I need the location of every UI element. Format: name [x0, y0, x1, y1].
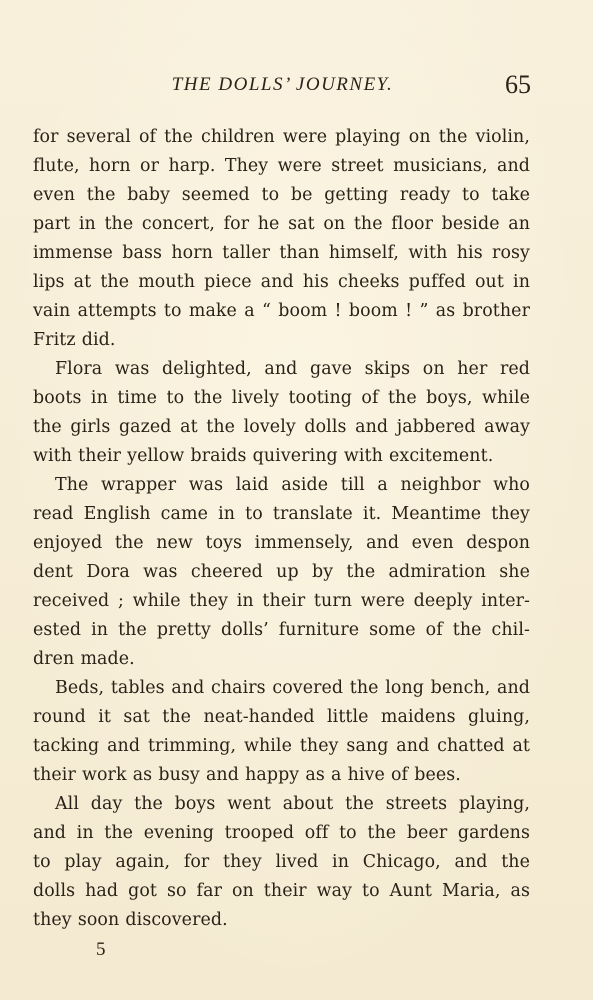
- text-line: flute, horn or harp. They were street musicians, and: [33, 156, 530, 176]
- paragraph-4: [33, 674, 530, 790]
- text-line: received ; while they in their turn were deeply inter-: [33, 591, 530, 611]
- text-line: dren made.: [33, 649, 135, 669]
- paragraph-1: [33, 123, 530, 355]
- text-line: Fritz did.: [33, 330, 116, 350]
- text-line: the girls gazed at the lovely dolls and jabbered away: [33, 417, 530, 437]
- text-line: Flora was delighted, and gave skips on her red: [55, 359, 530, 379]
- body-text: [33, 123, 530, 935]
- text-line: ested in the pretty dolls’ furniture some of the chil-: [33, 620, 530, 640]
- running-title: THE DOLLS’ JOURNEY.: [171, 74, 394, 95]
- text-line: to play again, for they lived in Chicago, and the: [33, 852, 530, 872]
- page-number: 65: [505, 70, 531, 99]
- paragraph-2: [33, 355, 530, 471]
- text-line: tacking and trimming, while they sang and chatted at: [33, 736, 530, 756]
- text-line: their work as busy and happy as a hive of bees.: [33, 765, 461, 785]
- text-line: they soon discovered.: [33, 910, 228, 930]
- page-header: [30, 70, 535, 106]
- text-line: lips at the mouth piece and his cheeks puffed out in: [33, 272, 530, 292]
- paragraph-5: [33, 790, 530, 935]
- text-line: enjoyed the new toys immensely, and even despon: [33, 533, 530, 553]
- text-line: All day the boys went about the streets playing,: [55, 794, 530, 814]
- text-line: dent Dora was cheered up by the admiration she: [33, 562, 530, 582]
- text-line: boots in time to the lively tooting of the boys, while: [33, 388, 530, 408]
- text-line: Beds, tables and chairs covered the long bench, and: [55, 678, 530, 698]
- paragraph-3: [33, 471, 530, 674]
- text-line: read English came in to translate it. Meantime they: [33, 504, 530, 524]
- text-line: part in the concert, for he sat on the floor beside an: [33, 214, 530, 234]
- text-line: dolls had got so far on their way to Aunt Maria, as: [33, 881, 530, 901]
- text-line: vain attempts to make a “ boom ! boom ! ” as brother: [33, 301, 530, 321]
- text-line: immense bass horn taller than himself, with his rosy: [33, 243, 530, 263]
- text-line: with their yellow braids quivering with excitement.: [33, 446, 494, 466]
- text-line: and in the evening trooped off to the beer gardens: [33, 823, 530, 843]
- text-line: for several of the children were playing on the violin,: [33, 127, 530, 147]
- text-line: even the baby seemed to be getting ready to take: [33, 185, 530, 205]
- text-line: round it sat the neat-handed little maidens gluing,: [33, 707, 530, 727]
- text-line: The wrapper was laid aside till a neighbor who: [55, 475, 530, 495]
- signature-mark: 5: [96, 939, 106, 960]
